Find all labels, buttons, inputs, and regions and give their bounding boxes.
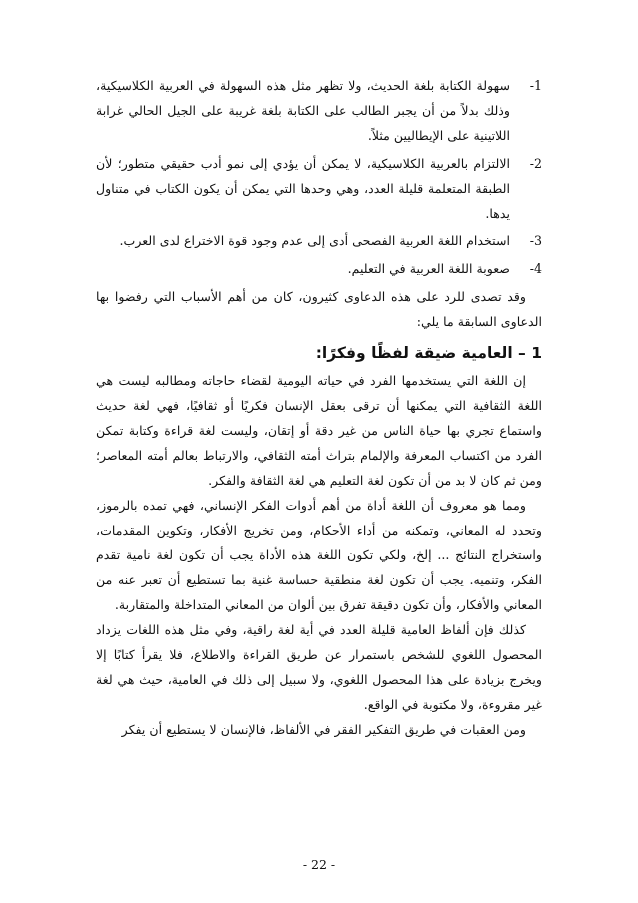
body-paragraph: كذلك فإن ألفاظ العامية قليلة العدد في أية لغة راقية، وفي مثل هذه اللغات يزداد المحصول اللغوي للشخص باستمرار عن طريق القراءة والاطلاع، فلا يقرأ كتابًا إلا ويخرج بزيادة على هذا المحصول اللغوي، ولا سبيل إلى ذلك في العامية، حيث هي لغة غير مقروءة، ولا مكتوبة في الواقع. bbox=[96, 622, 542, 712]
list-item bbox=[96, 229, 542, 254]
section-heading: 1 – العامية ضيقة لفظًا وفكرًا: bbox=[315, 344, 542, 363]
list-item-number: 1- bbox=[529, 78, 542, 93]
page-content bbox=[96, 74, 542, 743]
list-item-number: 4- bbox=[529, 261, 542, 277]
list-item-text: استخدام اللغة العربية الفصحى أدى إلى عدم وجود قوة الاختراع لدى العرب. bbox=[119, 233, 510, 249]
page-number: - 22 - bbox=[302, 857, 336, 872]
list-item-text: الالتزام بالعربية الكلاسيكية، لا يمكن أن يؤدي إلى نمو أدب حقيقي متطور؛ لأن الطبقة المتعلمة قليلة العدد، وهي وحدها التي يمكن أن يكون الكتاب في متناول يدها. bbox=[96, 155, 510, 221]
intro-paragraph: وقد تصدى للرد على هذه الدعاوى كثيرون، كان من أهم الأسباب التي رفضوا بها الدعاوى السابقة ما يلي: bbox=[96, 289, 542, 330]
list-item-text: سهولة الكتابة بلغة الحديث، ولا تظهر مثل هذه السهولة في العربية الكلاسيكية، وذلك بدلاً من أن يجبر الطالب على الكتابة بلغة غريبة على الجيل الحالي غرابة اللاتينية على الإيطاليين مثلاً. bbox=[96, 78, 510, 143]
list-item bbox=[96, 257, 542, 282]
body-paragraph: ومن العقبات في طريق التفكير الفقر في الألفاظ، فالإنسان لا يستطيع أن يفكر bbox=[121, 721, 526, 737]
list-item bbox=[96, 152, 542, 227]
body-paragraph: إن اللغة التي يستخدمها الفرد في حياته اليومية لقضاء حاجاته ومطالبه ليست هي اللغة الثقافية التي يمكنها أن ترقى بعقل الإنسان فكريًا أو ثقافيًا، فهي لغة حديث واستماع تجري بها حياة الناس من غير دقة أو إتقان، وليست لغة قراءة وكتابة تمكن الفرد من اكتساب المعرفة والإلمام بتراث أمته الثقافي، والارتباط بعالم أمته المعاصر؛ ومن ثم كان لا بد من أن تكون لغة التعليم هي لغة الثقافة والفكر. bbox=[96, 373, 542, 488]
list-item-number: 2- bbox=[529, 155, 542, 171]
list-item bbox=[96, 74, 542, 149]
list-item-text: صعوبة اللغة العربية في التعليم. bbox=[347, 261, 510, 277]
body-paragraph: ومما هو معروف أن اللغة أداة من أهم أدوات الفكر الإنساني، فهي تمده بالرموز، وتحدد له المعاني، وتمكنه من أداء الأحكام، ومن تخريج الأفكار، وتكوين المقدمات، واستخراج النتائج ... إلخ، ولكي تكون اللغة هذه الأداة يجب أن تكون لغة نامية تقدم الفكر، وتنميه. يجب أن تكون لغة منطقية حساسة غنية بما تستطيع أن تعبر عنه من المعاني والأفكار، وأن تكون دقيقة تفرق بين ألوان من المعاني المتداخلة والمتقاربة. bbox=[96, 497, 542, 613]
list-item-number: 3- bbox=[529, 233, 542, 249]
